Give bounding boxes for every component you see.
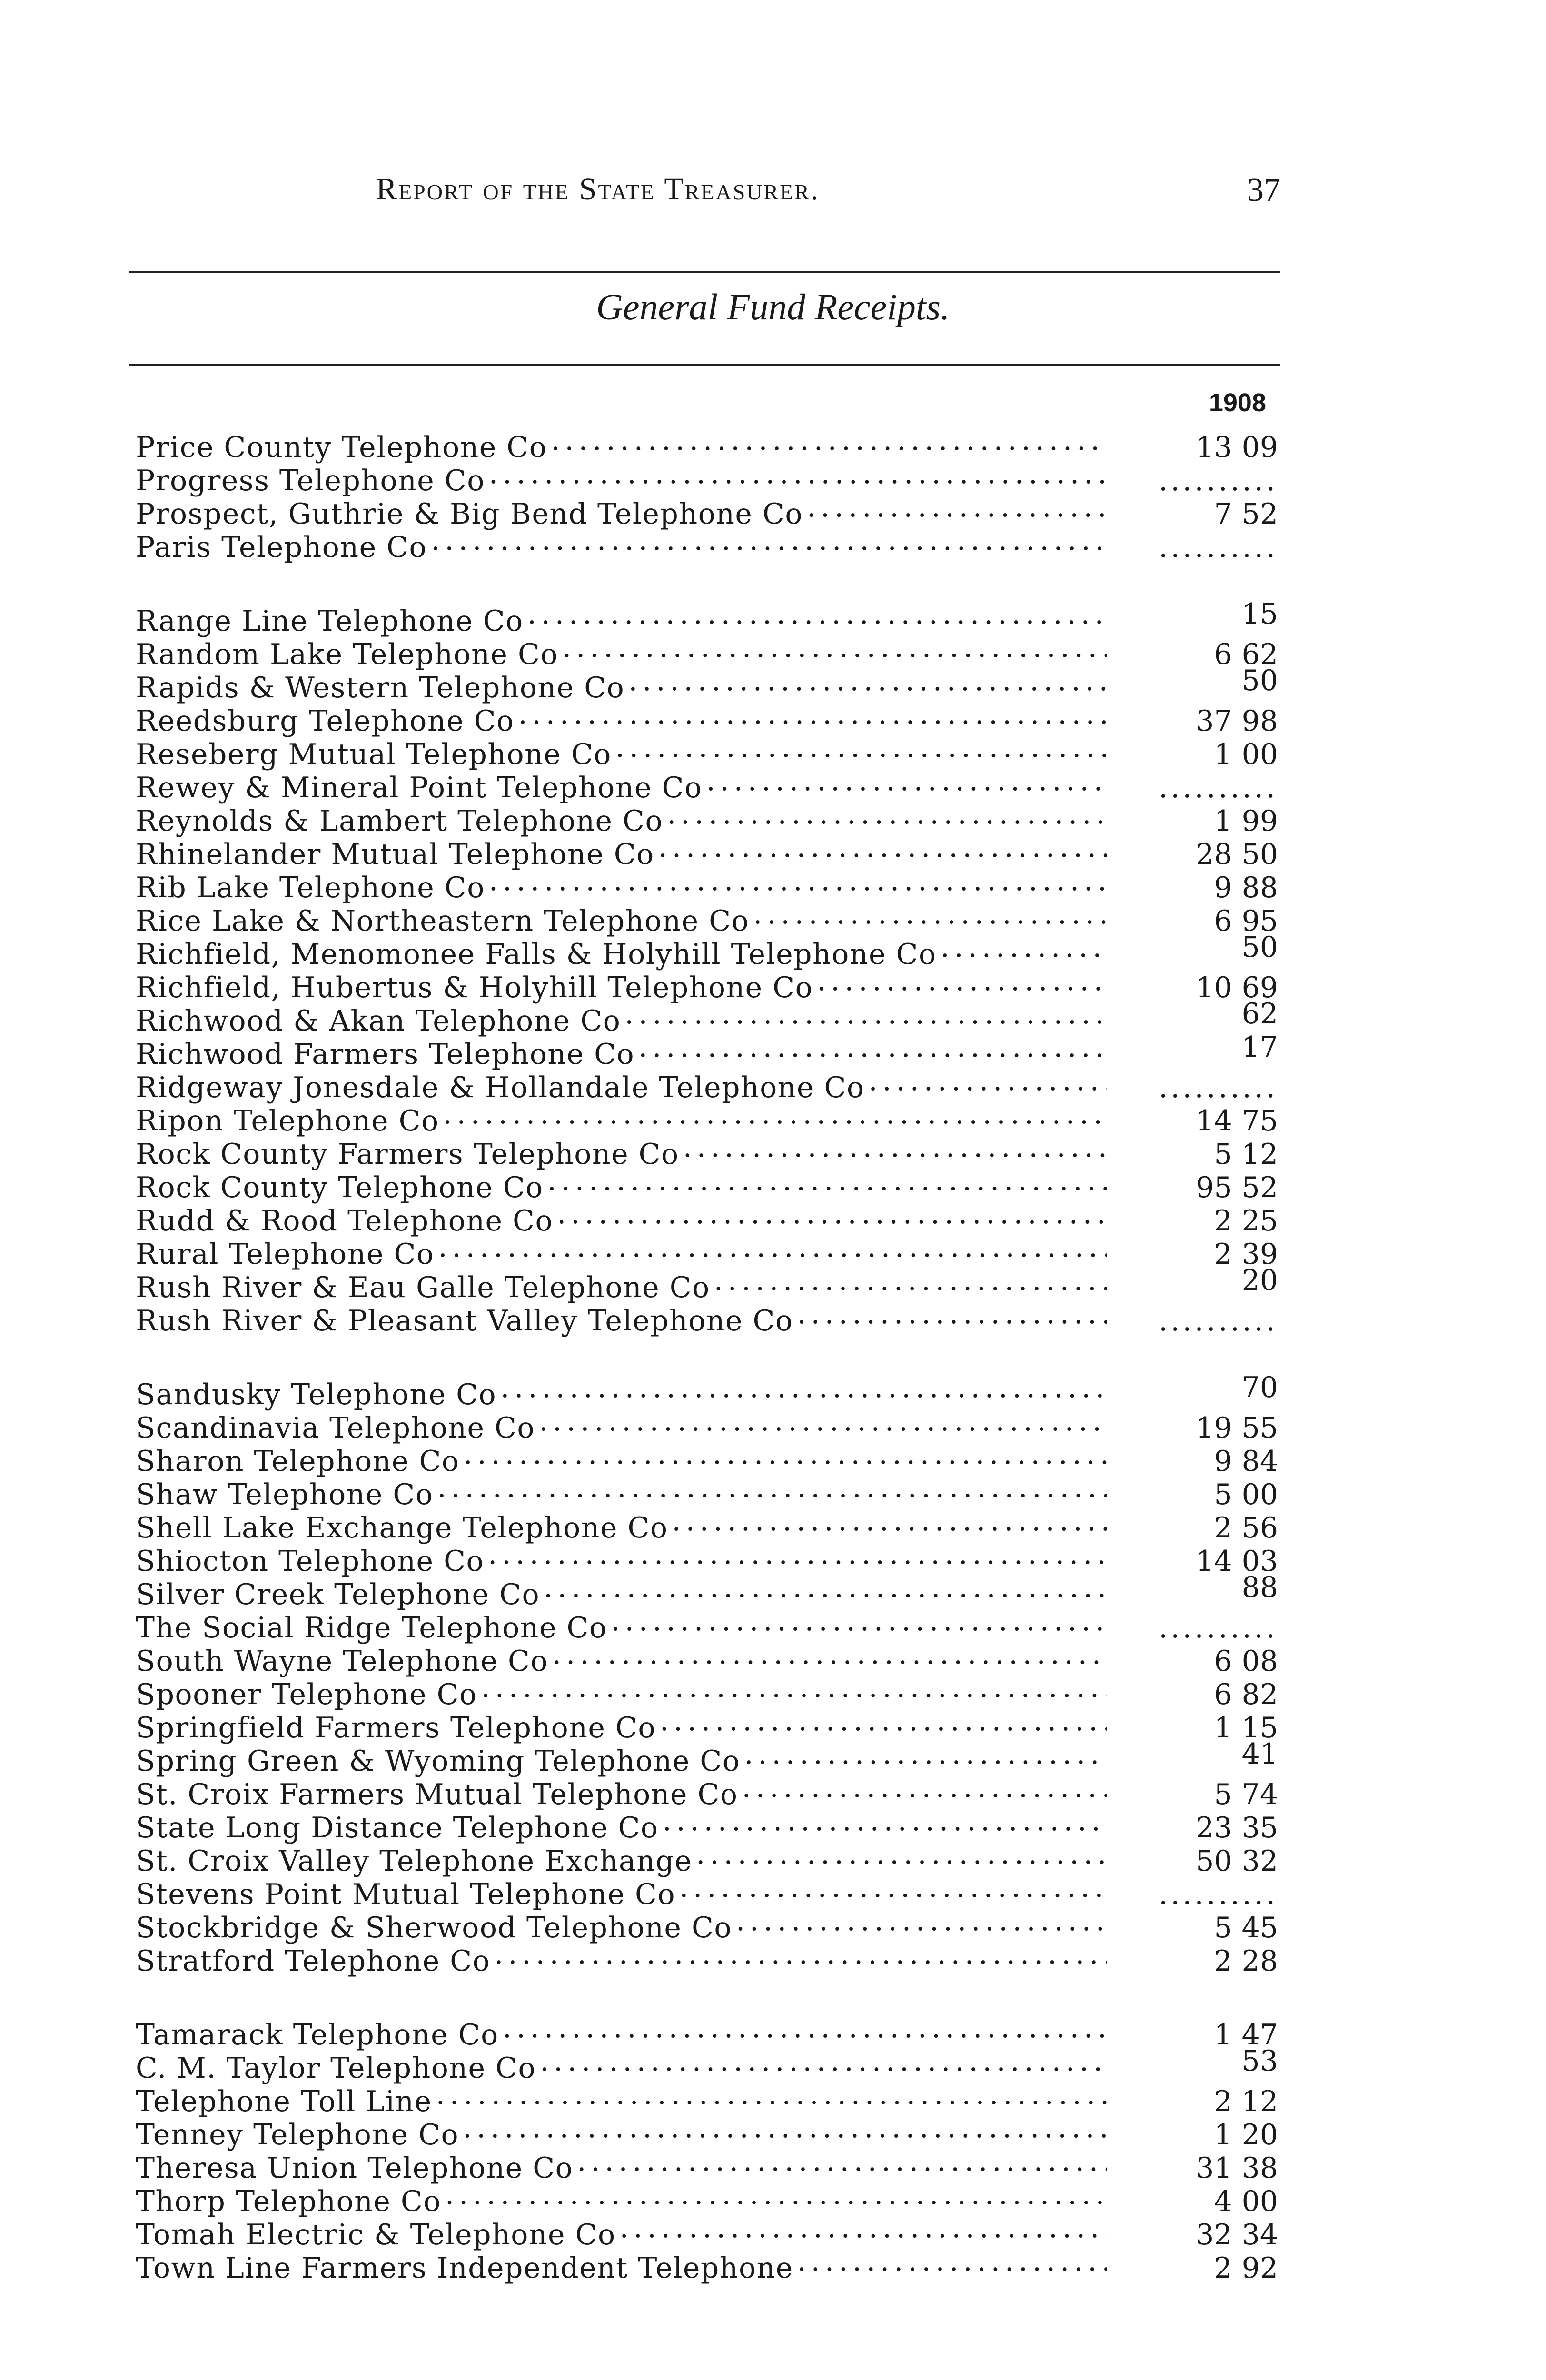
amount-cents: 17 <box>1241 1031 1278 1064</box>
amount-cell <box>1135 1571 1278 1604</box>
dot-leader <box>736 1904 1107 1937</box>
company-name: Progress Telephone Co <box>136 464 485 497</box>
dot-leader <box>547 1164 1107 1197</box>
dot-leader <box>438 1230 1107 1264</box>
dot-leader <box>557 1197 1107 1230</box>
amount-cell <box>1135 871 1278 904</box>
dot-leader <box>941 931 1107 964</box>
company-name: Rudd & Rood Telephone Co <box>136 1204 554 1238</box>
amount-dollars: 31 <box>1196 2152 1232 2185</box>
amount-cell <box>1135 1678 1278 1711</box>
amount-dollars: 1 <box>1214 2118 1232 2152</box>
dot-leader <box>714 1264 1107 1297</box>
amount-cell <box>1135 1944 1278 1978</box>
company-name: Rhinelander Mutual Telephone Co <box>136 838 654 871</box>
amount-cents: 50 <box>1241 664 1278 697</box>
dot-leader <box>615 731 1107 764</box>
amount-cents: 00 <box>1241 2185 1278 2218</box>
amount-dollars: 2 <box>1214 2251 1232 2285</box>
dot-leader <box>431 524 1107 557</box>
dot-leader <box>638 1031 1107 1064</box>
amount-cents: 12 <box>1241 2085 1278 2118</box>
dot-leader <box>797 1297 1107 1330</box>
table-row <box>136 424 1278 464</box>
company-name: Theresa Union Telephone Co <box>136 2152 574 2185</box>
company-name: St. Croix Farmers Mutual Telephone Co <box>136 1778 738 1811</box>
dot-leader <box>489 864 1107 897</box>
dot-leader <box>539 1404 1107 1438</box>
company-name: Richfield, Menomonee Falls & Holyhill Telephone Co <box>136 938 937 971</box>
amount-dollars <box>1194 1031 1232 1064</box>
amount-dollars: 6 <box>1214 638 1232 671</box>
dot-leader <box>667 797 1107 831</box>
amount-cents: 00 <box>1241 1478 1278 1511</box>
company-name: Tenney Telephone Co <box>136 2118 459 2152</box>
blank-amount: .......... <box>1159 464 1278 497</box>
amount-cell <box>1135 1844 1278 1878</box>
dot-leader <box>620 2211 1107 2244</box>
amount-cents: 45 <box>1241 1911 1278 1944</box>
section-title: General Fund Receipts. <box>596 286 950 327</box>
amount-dollars: 6 <box>1214 904 1232 938</box>
company-name: Scandinavia Telephone Co <box>136 1411 535 1445</box>
amount-cents: 88 <box>1241 1571 1278 1604</box>
dot-leader <box>488 1537 1107 1571</box>
dot-leader <box>445 2178 1107 2211</box>
dot-leader <box>658 831 1107 864</box>
company-name: Prospect, Guthrie & Big Bend Telephone Co <box>136 497 803 531</box>
company-name: Ripon Telephone Co <box>136 1104 439 1138</box>
dot-leader <box>797 2244 1107 2278</box>
amount-dollars: 37 <box>1196 704 1232 738</box>
amount-cell <box>1135 838 1278 871</box>
amount-cell <box>1135 1138 1278 1171</box>
amount-cell <box>1135 1778 1278 1811</box>
amount-cell <box>1135 804 1278 838</box>
dot-leader <box>577 2144 1107 2178</box>
dot-leader <box>807 490 1107 524</box>
amount-dollars: 5 <box>1214 1478 1232 1511</box>
amount-dollars: 5 <box>1214 1911 1232 1944</box>
amount-dollars: 2 <box>1214 2085 1232 2118</box>
amount-cell <box>1135 2118 1278 2152</box>
dot-leader <box>663 1804 1107 1837</box>
company-name: Reynolds & Lambert Telephone Co <box>136 804 664 838</box>
company-name: Telephone Toll Line <box>136 2085 432 2118</box>
amount-cell <box>1135 2152 1278 2185</box>
company-name: Range Line Telephone Co <box>136 605 524 638</box>
amount-cell <box>1135 931 1278 964</box>
amount-dollars <box>1194 1571 1232 1604</box>
company-name: Silver Creek Telephone Co <box>136 1578 540 1611</box>
amount-cell <box>1135 1911 1278 1944</box>
amount-cell <box>1135 997 1278 1031</box>
amount-dollars: 9 <box>1214 871 1232 904</box>
amount-cents: 20 <box>1241 2118 1278 2152</box>
amount-dollars: 95 <box>1196 1171 1232 1204</box>
amount-cents: 88 <box>1241 871 1278 904</box>
company-name: Rewey & Mineral Point Telephone Co <box>136 771 703 804</box>
dot-leader <box>753 897 1107 931</box>
amount-dollars: 23 <box>1196 1811 1232 1844</box>
amount-dollars: 4 <box>1214 2185 1232 2218</box>
amount-dollars: 9 <box>1214 1445 1232 1478</box>
amount-cell <box>1135 1511 1278 1545</box>
amount-cents: 62 <box>1241 638 1278 671</box>
amount-cell <box>1135 1445 1278 1478</box>
amount-cents: 53 <box>1241 2044 1278 2078</box>
dot-leader <box>679 1871 1107 1904</box>
amount-cents: 92 <box>1241 2251 1278 2285</box>
amount-cell <box>1135 2218 1278 2251</box>
amount-dollars: 14 <box>1196 1104 1232 1138</box>
top-rule <box>129 271 1280 273</box>
year-column-header: 1908 <box>1209 388 1266 417</box>
company-name: Price County Telephone Co <box>136 431 547 464</box>
dot-leader <box>437 1471 1107 1504</box>
amount-cents: 50 <box>1241 838 1278 871</box>
amount-dollars: 19 <box>1196 1411 1232 1445</box>
amount-cents: 08 <box>1241 1645 1278 1678</box>
blank-amount: .......... <box>1159 1071 1278 1104</box>
amount-cents: 15 <box>1241 1711 1278 1745</box>
dot-leader <box>817 964 1107 997</box>
amount-dollars: 5 <box>1214 1138 1232 1171</box>
dot-leader <box>544 1571 1107 1604</box>
company-name: Shaw Telephone Co <box>136 1478 434 1511</box>
table-row <box>136 597 1278 638</box>
table-row <box>136 2011 1278 2052</box>
company-name: Richwood Farmers Telephone Co <box>136 1038 635 1071</box>
amount-cell <box>1135 1031 1278 1064</box>
amount-cents: 15 <box>1241 597 1278 631</box>
table-row <box>136 1371 1278 1411</box>
amount-cell <box>1135 1478 1278 1511</box>
amount-cents: 70 <box>1241 1371 1278 1404</box>
blank-amount: .......... <box>1159 1304 1278 1338</box>
amount-dollars: 10 <box>1196 971 1232 1004</box>
company-name: Stevens Point Mutual Telephone Co <box>136 1878 676 1911</box>
amount-cents: 50 <box>1241 931 1278 964</box>
amount-cell <box>1135 431 1278 464</box>
amount-cents: 41 <box>1241 1737 1278 1771</box>
company-name: The Social Ridge Telephone Co <box>136 1611 607 1645</box>
amount-cents: 84 <box>1241 1445 1278 1478</box>
dot-leader <box>624 997 1107 1031</box>
blank-amount: .......... <box>1159 1878 1278 1911</box>
dot-leader <box>436 2078 1107 2111</box>
company-name: Rapids & Western Telephone Co <box>136 671 625 704</box>
company-name: Richfield, Hubertus & Holyhill Telephone Co <box>136 971 813 1004</box>
amount-cents: 99 <box>1241 804 1278 838</box>
company-name: Spring Green & Wyoming Telephone Co <box>136 1745 741 1778</box>
receipt-group <box>136 1371 1278 1978</box>
amount-cents: 09 <box>1241 431 1278 464</box>
dot-leader <box>552 1637 1107 1671</box>
amount-cents: 52 <box>1241 497 1278 531</box>
amount-cents: 69 <box>1241 971 1278 1004</box>
dot-leader <box>660 1704 1107 1737</box>
amount-dollars <box>1194 1737 1232 1771</box>
dot-leader <box>463 2111 1107 2144</box>
amount-cents: 34 <box>1241 2218 1278 2251</box>
dot-leader <box>540 2044 1107 2078</box>
amount-cell <box>1135 497 1278 531</box>
amount-cents: 00 <box>1241 738 1278 771</box>
amount-dollars <box>1194 597 1232 631</box>
amount-dollars: 1 <box>1214 738 1232 771</box>
amount-cents: 75 <box>1241 1104 1278 1138</box>
amount-dollars <box>1194 664 1232 697</box>
amount-cell <box>1135 1104 1278 1138</box>
receipt-group <box>136 597 1278 1338</box>
dot-leader <box>443 1097 1107 1130</box>
amount-dollars: 50 <box>1196 1844 1232 1878</box>
amount-cents: 38 <box>1241 2152 1278 2185</box>
amount-dollars: 6 <box>1214 1645 1232 1678</box>
dot-leader <box>500 1371 1107 1404</box>
amount-dollars: 1 <box>1214 1711 1232 1745</box>
amount-cell <box>1135 1645 1278 1678</box>
dot-leader <box>489 457 1107 490</box>
company-name: Stockbridge & Sherwood Telephone Co <box>136 1911 732 1944</box>
receipts-table <box>136 424 1278 2318</box>
amount-cell <box>1135 1371 1278 1404</box>
amount-cents: 95 <box>1241 904 1278 938</box>
amount-cell <box>1135 1171 1278 1204</box>
company-name: Paris Telephone Co <box>136 531 427 564</box>
amount-cents: 12 <box>1241 1138 1278 1171</box>
amount-cents: 32 <box>1241 1844 1278 1878</box>
dot-leader <box>562 631 1107 664</box>
company-name: Shell Lake Exchange Telephone Co <box>136 1511 668 1545</box>
amount-cents: 98 <box>1241 704 1278 738</box>
company-name: Sandusky Telephone Co <box>136 1378 497 1411</box>
company-name: South Wayne Telephone Co <box>136 1645 549 1678</box>
amount-dollars: 1 <box>1214 2018 1232 2052</box>
amount-cents: 39 <box>1241 1238 1278 1271</box>
running-head <box>129 171 1280 219</box>
company-name: Tomah Electric & Telephone Co <box>136 2218 616 2251</box>
amount-dollars: 32 <box>1196 2218 1232 2251</box>
company-name: State Long Distance Telephone Co <box>136 1811 659 1844</box>
dot-leader <box>628 664 1107 697</box>
amount-dollars: 2 <box>1214 1238 1232 1271</box>
amount-dollars: 1 <box>1214 804 1232 838</box>
amount-cents: 56 <box>1241 1511 1278 1545</box>
amount-cents: 55 <box>1241 1411 1278 1445</box>
blank-amount: .......... <box>1159 1611 1278 1645</box>
dot-leader <box>464 1438 1107 1471</box>
company-name: St. Croix Valley Telephone Exchange <box>136 1844 693 1878</box>
amount-cents: 74 <box>1241 1778 1278 1811</box>
amount-dollars: 2 <box>1214 1944 1232 1978</box>
company-name: Rural Telephone Co <box>136 1238 435 1271</box>
running-title: Report of the State Treasurer. <box>376 172 820 207</box>
company-name: C. M. Taylor Telephone Co <box>136 2052 536 2085</box>
company-name: Ridgeway Jonesdale & Hollandale Telephone Co <box>136 1071 865 1104</box>
company-name: Rush River & Eau Galle Telephone Co <box>136 1271 710 1304</box>
blank-amount: .......... <box>1159 771 1278 804</box>
dot-leader <box>672 1504 1107 1537</box>
amount-dollars: 14 <box>1196 1545 1232 1578</box>
company-name: Reseberg Mutual Telephone Co <box>136 738 612 771</box>
page-number: 37 <box>1247 172 1280 208</box>
amount-cents: 62 <box>1241 997 1278 1031</box>
dot-leader <box>527 597 1107 631</box>
amount-dollars <box>1194 997 1232 1031</box>
company-name: Rock County Telephone Co <box>136 1171 544 1204</box>
amount-cell <box>1135 1264 1278 1297</box>
dot-leader <box>869 1064 1107 1097</box>
amount-cell <box>1135 2251 1278 2285</box>
amount-cell <box>1135 2185 1278 2218</box>
amount-cents: 28 <box>1241 1944 1278 1978</box>
company-name: Reedsburg Telephone Co <box>136 704 515 738</box>
amount-cents: 47 <box>1241 2018 1278 2052</box>
amount-cents: 52 <box>1241 1171 1278 1204</box>
dot-leader <box>683 1130 1107 1164</box>
company-name: Sharon Telephone Co <box>136 1445 460 1478</box>
company-name: Spooner Telephone Co <box>136 1678 477 1711</box>
dot-leader <box>494 1937 1107 1971</box>
company-name: Rib Lake Telephone Co <box>136 871 485 904</box>
amount-dollars: 2 <box>1214 1511 1232 1545</box>
amount-dollars <box>1194 2044 1232 2078</box>
amount-cell <box>1135 2085 1278 2118</box>
blank-amount: .......... <box>1159 531 1278 564</box>
company-name: Richwood & Akan Telephone Co <box>136 1004 621 1038</box>
amount-dollars: 5 <box>1214 1778 1232 1811</box>
dot-leader <box>706 764 1107 797</box>
amount-cell <box>1135 597 1278 631</box>
company-name: Random Lake Telephone Co <box>136 638 559 671</box>
amount-cell <box>1135 1204 1278 1238</box>
company-name: Springfield Farmers Telephone Co <box>136 1711 656 1745</box>
amount-cents: 03 <box>1241 1545 1278 1578</box>
company-name: Tamarack Telephone Co <box>136 2018 499 2052</box>
amount-cell <box>1135 704 1278 738</box>
amount-dollars <box>1194 1264 1232 1297</box>
company-name: Thorp Telephone Co <box>136 2185 441 2218</box>
amount-cents: 82 <box>1241 1678 1278 1711</box>
amount-dollars: 13 <box>1196 431 1232 464</box>
amount-dollars: 2 <box>1214 1204 1232 1238</box>
amount-dollars: 28 <box>1196 838 1232 871</box>
amount-cell <box>1135 1411 1278 1445</box>
dot-leader <box>518 697 1107 731</box>
amount-cell <box>1135 664 1278 697</box>
company-name: Shiocton Telephone Co <box>136 1545 485 1578</box>
dot-leader <box>742 1771 1107 1804</box>
company-name: Town Line Farmers Independent Telephone <box>136 2251 793 2285</box>
company-name: Stratford Telephone Co <box>136 1944 491 1978</box>
amount-cell <box>1135 738 1278 771</box>
company-name: Rush River & Pleasant Valley Telephone Co <box>136 1304 793 1338</box>
bottom-rule <box>129 364 1280 366</box>
dot-leader <box>696 1837 1107 1871</box>
company-name: Rice Lake & Northeastern Telephone Co <box>136 904 750 938</box>
amount-dollars <box>1194 1371 1232 1404</box>
dot-leader <box>481 1671 1107 1704</box>
company-name: Rock County Farmers Telephone Co <box>136 1138 679 1171</box>
amount-cents: 25 <box>1241 1204 1278 1238</box>
dot-leader <box>503 2011 1107 2044</box>
amount-dollars: 6 <box>1214 1678 1232 1711</box>
dot-leader <box>744 1737 1107 1771</box>
receipt-group <box>136 424 1278 564</box>
amount-cell <box>1135 1737 1278 1771</box>
amount-cell <box>1135 1811 1278 1844</box>
amount-cell <box>1135 2044 1278 2078</box>
dot-leader <box>551 424 1107 457</box>
amount-cents: 35 <box>1241 1811 1278 1844</box>
amount-cents: 20 <box>1241 1264 1278 1297</box>
amount-dollars <box>1194 931 1232 964</box>
amount-dollars: 7 <box>1214 497 1232 531</box>
receipt-group <box>136 2011 1278 2285</box>
dot-leader <box>611 1604 1107 1637</box>
